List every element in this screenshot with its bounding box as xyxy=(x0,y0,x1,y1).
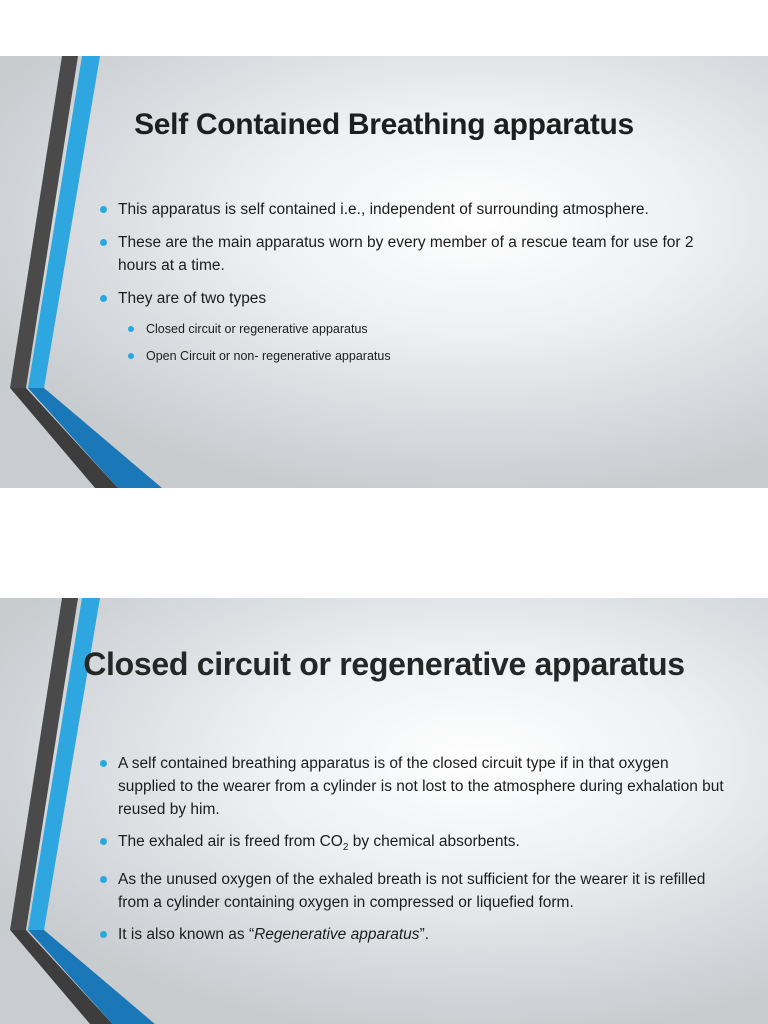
bullet-text-after: ”. xyxy=(419,926,430,944)
bullet-item xyxy=(100,287,730,310)
bullet-text: These are the main apparatus worn by every member of a rescue team for use for 2 hours at a time. xyxy=(118,234,694,274)
bullet-text: They are of two types xyxy=(118,290,267,307)
bullet-dot-icon xyxy=(128,326,134,332)
bullet-item xyxy=(100,868,730,914)
sub-bullet-text: Open Circuit or non- regenerative apparatus xyxy=(146,349,391,363)
bullet-item xyxy=(100,198,730,221)
bullet-dot-icon xyxy=(100,295,107,302)
bullet-text: A self contained breathing apparatus is of the closed circuit type if in that oxygen supplied to the wearer from a cylinder is not lost to the atmosphere during exhalation but reused by him. xyxy=(118,755,724,818)
bullet-text-subscript: 2 xyxy=(342,842,349,854)
slide-body xyxy=(100,752,730,955)
bullet-dot-icon xyxy=(100,931,107,938)
slide-1 xyxy=(0,56,768,488)
bullet-dot-icon xyxy=(100,838,107,845)
sub-bullet-text: Closed circuit or regenerative apparatus xyxy=(146,322,368,336)
bullet-dot-icon xyxy=(100,760,107,767)
sub-bullet-item xyxy=(128,347,730,365)
bullet-item xyxy=(100,752,730,821)
bullet-text-italic: Regenerative apparatus xyxy=(254,926,420,944)
bullet-item xyxy=(100,923,730,946)
sub-bullet-item xyxy=(128,320,730,338)
slide-body xyxy=(100,198,730,374)
bullet-item xyxy=(100,830,730,859)
bullet-text-before: The exhaled air is freed from CO xyxy=(118,833,343,850)
bullet-item xyxy=(100,231,730,277)
bullet-dot-icon xyxy=(128,353,134,359)
slide-2 xyxy=(0,598,768,1024)
bullet-dot-icon xyxy=(100,876,107,883)
bullet-text-before: It is also known as “ xyxy=(118,926,255,944)
bullet-text: This apparatus is self contained i.e., independent of surrounding atmosphere. xyxy=(118,201,649,218)
slide-title: Self Contained Breathing apparatus xyxy=(134,108,634,141)
slide-title: Closed circuit or regenerative apparatus xyxy=(83,646,685,682)
bullet-text: As the unused oxygen of the exhaled breath is not sufficient for the wearer it is refilled from a cylinder containing oxygen in compressed or liquefied form. xyxy=(118,871,706,912)
bullet-dot-icon xyxy=(100,239,107,246)
bullet-dot-icon xyxy=(100,206,107,213)
bullet-text-after: by chemical absorbents. xyxy=(348,833,520,850)
